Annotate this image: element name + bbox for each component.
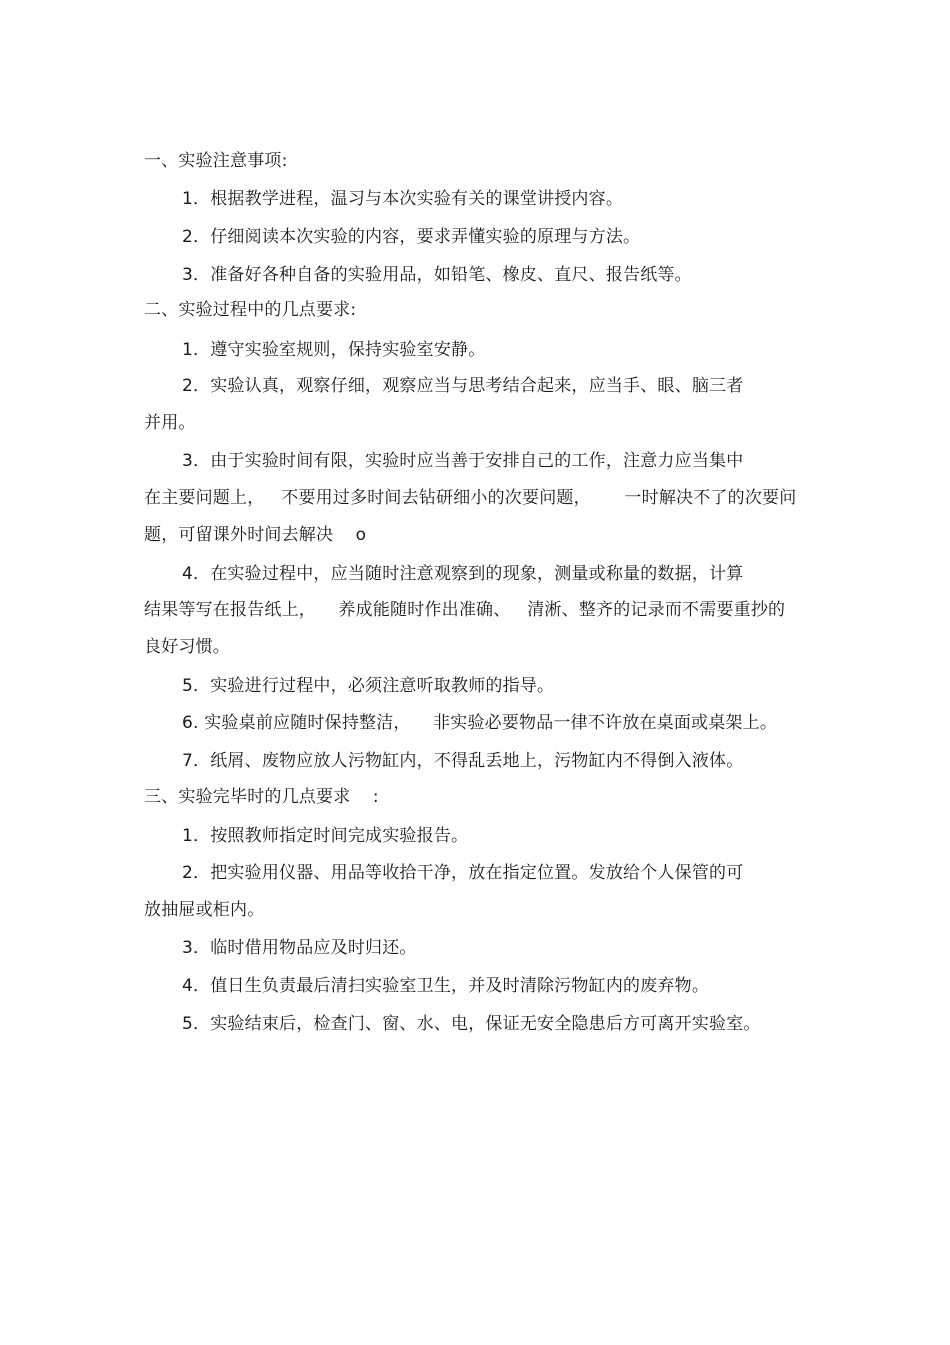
section-1-heading: 一、实验注意事项: (144, 151, 288, 171)
section-3-item-5: 5．实验结束后，检查门、窗、水、电，保证无安全隐患后方可离开实验室。 (182, 1014, 761, 1034)
section-3-heading: 三、实验完毕时的几点要求 : (144, 787, 379, 807)
section-3-item-2-cont: 放抽屉或柜内。 (144, 900, 265, 920)
section-2-heading: 二、实验过程中的几点要求: (144, 300, 357, 320)
section-3-item-3: 3．临时借用物品应及时归还。 (182, 938, 417, 958)
section-2-item-7: 7．纸屑、废物应放人污物缸内，不得乱丢地上，污物缸内不得倒入液体。 (182, 751, 744, 771)
section-1-item-1: 1．根据教学进程，温习与本次实验有关的课堂讲授内容。 (182, 189, 624, 209)
section-2-item-3-cont-1: 在主要问题上， 不要用过多时间去钻研细小的次要问题， 一时解决不了的次要问 (144, 488, 797, 508)
section-3-item-4: 4．值日生负责最后清扫实验室卫生，并及时清除污物缸内的废弃物。 (182, 976, 710, 996)
section-2-item-4-cont-1: 结果等写在报告纸上， 养成能随时作出准确、 清淅、整齐的记录而不需要重抄的 (144, 600, 786, 620)
section-2-item-3-cont-2: 题，可留课外时间去解决 o (144, 525, 367, 545)
section-2-item-3: 3．由于实验时间有限，实验时应当善于安排自己的工作，注意力应当集中 (182, 451, 744, 471)
section-1-item-3: 3．准备好各种自备的实验用品，如铅笔、橡皮、直尺、报告纸等。 (182, 265, 692, 285)
section-3-item-2: 2．把实验用仪器、用品等收拾干净，放在指定位置。发放给个人保管的可 (182, 863, 744, 883)
section-2-item-2: 2．实验认真，观察仔细，观察应当与思考结合起来，应当手、眼、脑三者 (182, 376, 744, 396)
section-2-item-2-cont: 并用。 (144, 413, 196, 433)
section-2-item-4: 4．在实验过程中，应当随时注意观察到的现象，测量或称量的数据，计算 (182, 564, 744, 584)
section-1-item-2: 2．仔细阅读本次实验的内容，要求弄懂实验的原理与方法。 (182, 227, 641, 247)
section-3-item-1: 1．按照教师指定时间完成实验报告。 (182, 826, 469, 846)
section-2-item-1: 1．遵守实验室规则，保持实验室安静。 (182, 340, 486, 360)
section-2-item-6: 6. 实验桌前应随时保持整洁， 非实验必要物品一律不许放在桌面或桌架上。 (182, 713, 778, 733)
section-2-item-4-cont-2: 良好习惯。 (144, 637, 230, 657)
section-2-item-5: 5．实验进行过程中，必须注意听取教师的指导。 (182, 676, 555, 696)
